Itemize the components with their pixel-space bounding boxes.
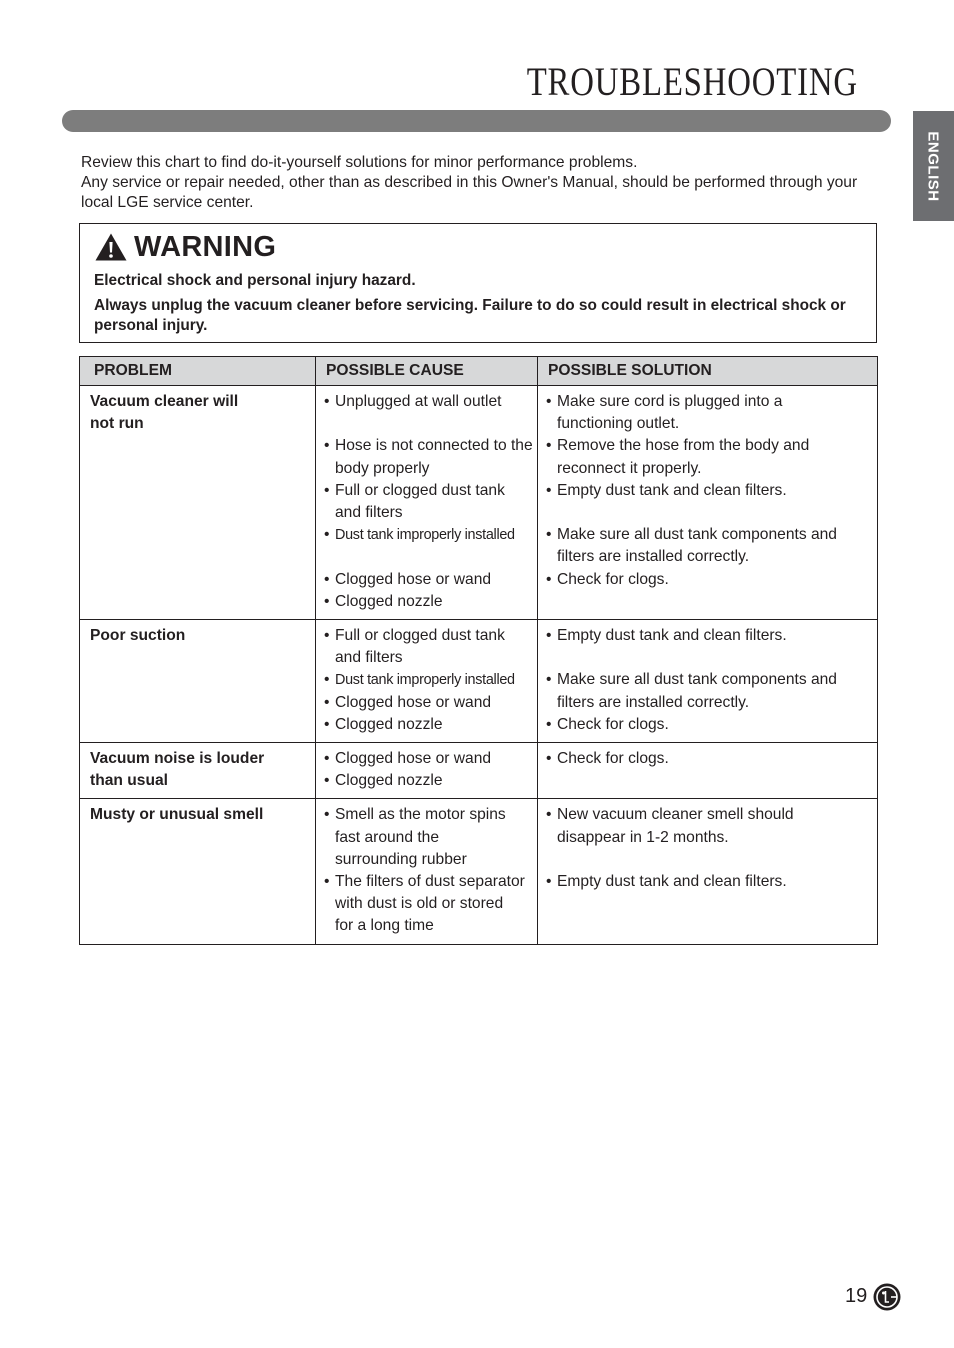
list-item: • Check for clogs.: [546, 750, 669, 768]
warning-header: [94, 230, 862, 264]
list-item: • Hose is not connected to the body properly: [324, 437, 533, 477]
problem-cell: Poor suction: [80, 620, 316, 743]
list-item: • Clogged hose or wand: [324, 570, 492, 588]
solution-cell: [538, 620, 878, 743]
intro-line-2: Any service or repair needed, other than as described in this Owner's Manual, should be performed through your local LGE service center.: [81, 174, 858, 211]
list-item: • Empty dust tank and clean filters.: [546, 481, 787, 499]
cause-cell: [316, 620, 538, 743]
warning-box: [79, 223, 877, 343]
list-item: • Full or clogged dust tank and filters: [324, 627, 505, 667]
lg-logo-icon: [873, 1283, 901, 1311]
list-item: • New vacuum cleaner smell should disappear in 1-2 months.: [546, 806, 794, 846]
page-number: 19: [845, 1285, 868, 1307]
table-header-row: [80, 357, 878, 386]
header-possible-cause: POSSIBLE CAUSE: [316, 357, 538, 386]
page-title: TROUBLESHOOTING: [526, 59, 858, 104]
header-possible-solution: POSSIBLE SOLUTION: [538, 357, 878, 386]
cause-cell: [316, 386, 538, 620]
warning-line-1: Electrical shock and personal injury hazard.: [94, 272, 416, 289]
list-item: • Clogged hose or wand: [324, 693, 492, 711]
cause-cell: [316, 799, 538, 944]
warning-line-2: Always unplug the vacuum cleaner before servicing. Failure to do so could result in electrical shock or personal injury.: [94, 297, 846, 334]
problem-cell: Vacuum noise is louder than usual: [80, 743, 316, 799]
list-item: • Smell as the motor spins fast around the surrounding rubber: [324, 806, 506, 868]
problem-cell: Vacuum cleaner will not run: [80, 386, 316, 620]
table-row: [80, 386, 878, 620]
intro-text: [81, 153, 881, 213]
solution-cell: [538, 743, 878, 799]
title-bar: [62, 110, 891, 132]
list-item: • Check for clogs.: [546, 570, 669, 588]
list-item: • Empty dust tank and clean filters.: [546, 873, 787, 891]
troubleshooting-table: [79, 356, 878, 945]
list-item: • Remove the hose from the body and reconnect it properly.: [546, 437, 810, 477]
list-item: • Clogged nozzle: [324, 772, 443, 790]
list-item: • Make sure all dust tank components and filters are installed correctly.: [546, 526, 837, 566]
table-row: [80, 799, 878, 944]
table-row: [80, 743, 878, 799]
table-row: [80, 620, 878, 743]
list-item: • Clogged nozzle: [324, 592, 443, 610]
list-item: • The filters of dust separator with dust is old or stored for a long time: [324, 873, 525, 935]
list-item: • Dust tank improperly installed: [324, 526, 515, 544]
list-item: • Clogged nozzle: [324, 715, 443, 733]
list-item: • Check for clogs.: [546, 715, 669, 733]
list-item: • Dust tank improperly installed: [324, 671, 515, 689]
warning-title: WARNING: [134, 230, 277, 263]
list-item: • Empty dust tank and clean filters.: [546, 627, 787, 644]
cause-cell: [316, 743, 538, 799]
problem-cell: Musty or unusual smell: [80, 799, 316, 944]
warning-triangle-icon: [94, 232, 128, 262]
solution-cell: [538, 799, 878, 944]
intro-line-1: Review this chart to find do-it-yourself solutions for minor performance problems.: [81, 154, 638, 171]
list-item: • Unplugged at wall outlet: [324, 393, 502, 410]
language-tab: [913, 111, 954, 221]
list-item: • Make sure cord is plugged into a functioning outlet.: [546, 393, 783, 433]
list-item: • Full or clogged dust tank and filters: [324, 481, 505, 521]
list-item: • Clogged hose or wand: [324, 750, 492, 768]
language-tab-label: ENGLISH: [925, 130, 942, 202]
header-problem: PROBLEM: [80, 357, 316, 386]
list-item: • Make sure all dust tank components and filters are installed correctly.: [546, 671, 837, 711]
solution-cell: [538, 386, 878, 620]
